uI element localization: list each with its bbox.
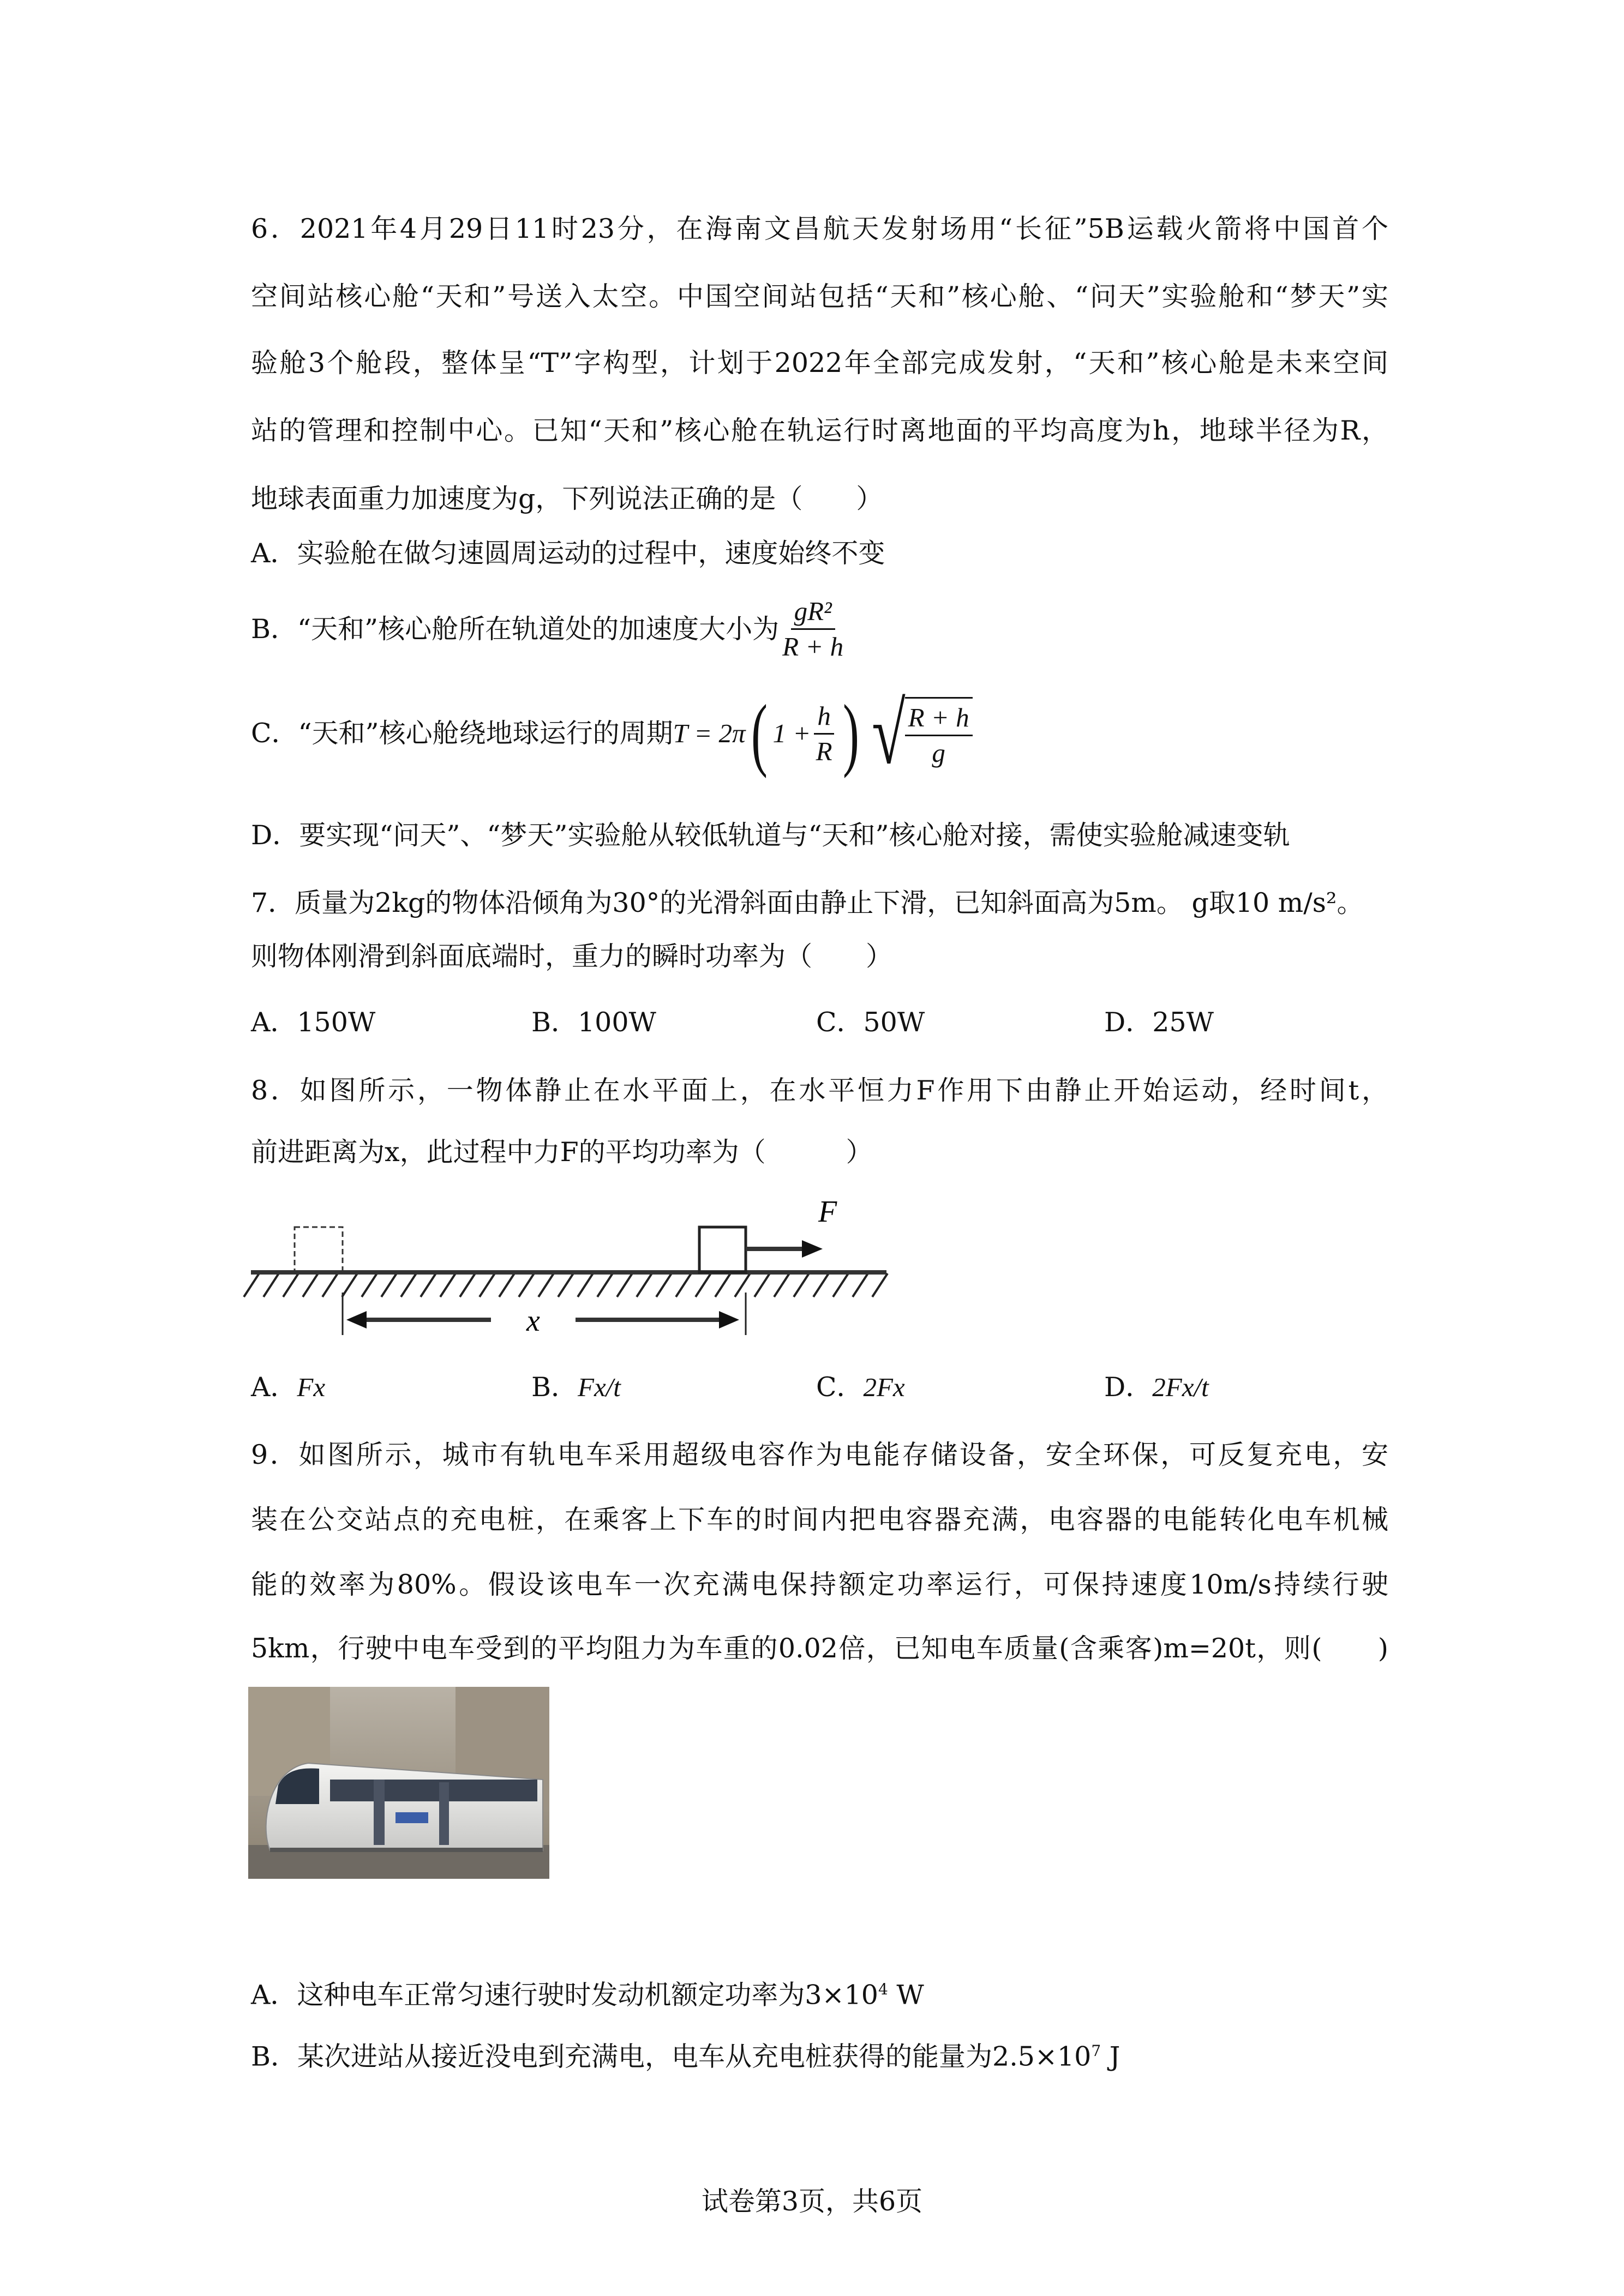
q8-line-2: 前进距离为x，此过程中力F的平均功率为（ ）: [251, 1137, 873, 1168]
q9-line-1: 9．如图所示，城市有轨电车采用超级电容作为电能存储设备，安全环保，可反复充电，安: [251, 1439, 1388, 1470]
q6-option-b: [251, 594, 847, 664]
force-diagram: [240, 1183, 895, 1347]
force-label: F: [818, 1195, 837, 1229]
q7-option-c: C．50W: [816, 1007, 925, 1038]
hatched-ground: [244, 1273, 888, 1297]
initial-block-position: [295, 1227, 343, 1272]
q7-option-b: B．100W: [531, 1007, 656, 1038]
q6-line-2: 空间站核心舱“天和”号送入太空。中国空间站包括“天和”核心舱、“问天”实验舱和“梦天”实: [251, 281, 1388, 312]
q7-option-a: A．150W: [251, 1007, 376, 1038]
q8-option-c: C．2Fx: [816, 1372, 905, 1403]
denominator: R + h: [782, 632, 844, 662]
q9-option-a: A．这种电车正常匀速行驶时发动机额定功率为$3\times 10^4$ W: [251, 1979, 924, 2011]
option-c-text: C．“天和”核心舱绕地球运行的周期: [251, 718, 673, 749]
denominator: R: [816, 736, 832, 766]
q7-line-1: 7．质量为2kg的物体沿倾角为30°的光滑斜面由静止下滑，已知斜面高为5m。 g取10 m/s²。: [251, 887, 1364, 918]
q9-line-2: 装在公交站点的充电桩，在乘客上下车的时间内把电容器充满，电容器的电能转化电车机械: [251, 1504, 1388, 1535]
radical-sign-icon: √: [871, 685, 906, 782]
q6-line-3: 验舱3个舱段，整体呈“T”字构型，计划于2022年全部完成发射，“天和”核心舱是未来空间: [251, 347, 1388, 378]
q9-line-3: 能的效率为80%。假设该电车一次充满电保持额定功率运行，可保持速度10m/s持续行驶: [251, 1569, 1388, 1600]
q9-line-4: 5km，行驶中电车受到的平均阻力为车重的0.02倍，已知电车质量(含乘客)m=20t，则( ): [251, 1633, 1388, 1664]
fraction: [782, 594, 843, 664]
numerator: h: [814, 699, 834, 735]
right-paren: ): [842, 688, 859, 779]
denominator: g: [932, 738, 945, 768]
square-root: [865, 685, 976, 782]
q8-option-d: D．2Fx/t: [1104, 1372, 1209, 1403]
q7-option-d: D．25W: [1104, 1007, 1214, 1038]
formula-inner: 1 +: [772, 718, 811, 748]
force-arrowhead: [802, 1240, 823, 1258]
numerator: gR²: [791, 594, 835, 630]
distance-label: x: [526, 1304, 540, 1338]
q7-line-2: 则物体刚滑到斜面底端时，重力的瞬时功率为（ ）: [251, 941, 893, 972]
q8-line-1: 8．如图所示，一物体静止在水平面上，在水平恒力F作用下由静止开始运动，经时间t，: [251, 1075, 1388, 1106]
q6-line-4: 站的管理和控制中心。已知“天和”核心舱在轨运行时离地面的平均高度为h，地球半径为R，: [251, 415, 1388, 446]
q6-line-5: 地球表面重力加速度为g，下列说法正确的是（ ）: [251, 483, 883, 514]
tram-photo: [248, 1687, 549, 1879]
q6-option-a: A．实验舱在做匀速圆周运动的过程中，速度始终不变: [251, 538, 885, 569]
q6-option-d: D．要实现“问天”、“梦天”实验舱从较低轨道与“天和”核心舱对接，需使实验舱减速变轨: [251, 820, 1290, 851]
q9-option-b: B．某次进站从接近没电到充满电，电车从充电桩获得的能量为$2.5\times 10^7$ J: [251, 2041, 1120, 2072]
q8-option-b: B．Fx/t: [531, 1372, 621, 1403]
block: [699, 1227, 746, 1272]
numerator: R + h: [905, 701, 973, 736]
q8-option-a: A．Fx: [251, 1372, 326, 1403]
q6-option-c: [251, 679, 976, 788]
fraction-h-r: [814, 699, 834, 768]
formula-lhs: T = 2π: [673, 718, 746, 748]
option-b-text: B．“天和”核心舱所在轨道处的加速度大小为: [251, 613, 780, 645]
q6-line-1: 6．2021年4月29日11时23分，在海南文昌航天发射场用“长征”5B运载火箭将中国首个: [251, 213, 1388, 244]
left-paren: (: [751, 688, 768, 779]
page-footer: 试卷第3页，共6页: [701, 2186, 923, 2217]
